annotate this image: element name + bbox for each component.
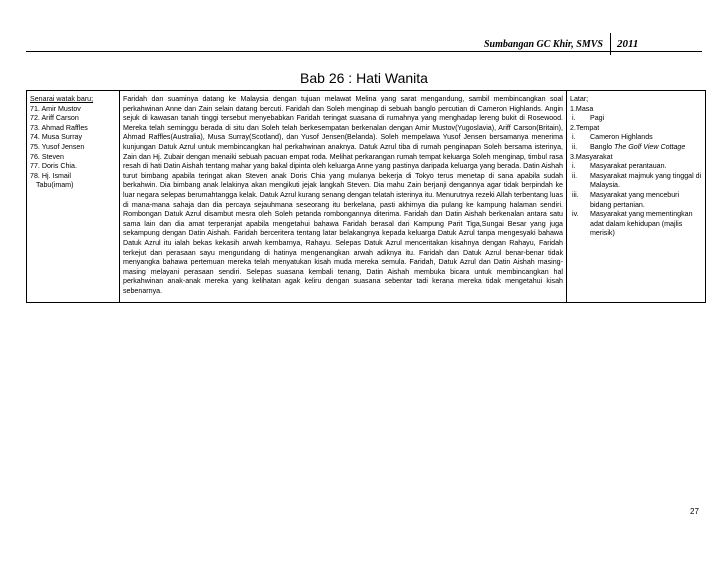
list-item: 78. Hj. Ismail: [30, 171, 71, 180]
item-number: iv.: [572, 210, 579, 219]
list-item: 74. Musa Surray: [30, 133, 83, 142]
item-text: [590, 143, 702, 153]
chapter-title: Bab 26 : Hati Wanita: [300, 70, 428, 86]
list-item: [570, 172, 702, 191]
masa-heading: 1.Masa: [570, 104, 594, 113]
list-item: [570, 191, 702, 210]
list-item: 73. Ahmad Raffles: [30, 123, 88, 132]
characters-cell: [27, 91, 120, 303]
list-item: 76. Steven: [30, 152, 64, 161]
list-item: [570, 114, 702, 124]
setting-heading: Latar;: [570, 95, 589, 103]
header-year: 2011: [616, 38, 639, 50]
item-number: i.: [572, 162, 576, 171]
list-item: 72. Ariff Carson: [30, 114, 79, 123]
list-item: 71. Amir Mustov: [30, 104, 81, 113]
list-item: [570, 133, 702, 143]
item-number: i.: [572, 114, 576, 123]
item-number: i.: [572, 133, 576, 142]
item-text: Cameron Highlands: [590, 133, 653, 142]
item-number: ii.: [572, 171, 578, 180]
item-text: Masyarakat majmuk yang tinggal di Malaysia.: [590, 171, 702, 190]
item-text: Masyarakat yang menceburi bidang pertanian.: [590, 190, 680, 209]
characters-heading: Senarai watak baru;: [30, 95, 94, 103]
chapter-table: [26, 90, 706, 303]
masyarakat-heading: 3.Masyarakat: [570, 152, 613, 161]
list-item: 75. Yusof Jensen: [30, 142, 85, 151]
item-text-italic: The Golf View Cottage: [614, 142, 686, 151]
synopsis-text: Faridah dan suaminya datang ke Malaysia dengan tujuan melawat Melina yang sarat mengandung, sambil membincangkan soal perkahwinan Anne dan Zain selain datang bercuti. Faridah dan Soleh menginap di sebuah banglo percutian di Cameron Highlands. Angin sejuk di kawasan tanah tinggi tersebut menyebabkan Faridah teringat suasana di rumahnya yang menghadap lereng bukit di Rosewood. Mereka telah seminggu berada di situ dan Soleh telah berkesempatan berkenalan dengan Amir Mustov(Yugoslavia), Ariff Carson(Britain), Ahmad Raffles(Australia), Musa Surray(Scotland), dan Yusof Jensen(Belanda). Soleh mempelawa Yusof Jensen bersamanya menerima kunjungan Datuk Azrul untuk membincangkan hal perkahwinan anaknya. Datuk Azrul tiba di rumah penginapan Soleh bersama isterinya, Zain dan Hj. Zubair dengan menaiki sebuah pacuan empat roda. Melihat perkarangan rumah tempat keluarga Soleh menginap, timbul rasa resah di hati Datin Aishah tentang mahar yang bakal dipinta oleh keluarga Anne yang pastinya daripada keluarga yang berada. Datin Aishah turut bimbang apabila teringat akan Steven anak Doris Chia yang mulanya bekerja di Tokyo terus menetap di sana apabila sudah berkahwin. Dia bimbang anak lelakinya akan mengikuti jejak langkah Steven. Dia mahu Zain berjanji dengannya agar tidak berpindah ke luar negara selepas berumahtangga kelak. Datuk Azrul kurang senang dengan telatah isterinya itu. Menurutnya rezeki Allah terbentang luas di mana-mana sahaja dan dia percaya sejauhmana seseorang itu berkelana, pasti akhirnya dia pulang ke kampung halaman sendiri. Rombongan Datuk Azrul disambut mesra oleh Soleh petanda rombongannya diterima. Faridah dan Datin Aishah berkenalan antara satu sama lain dan dia amat terperanjat apabila mengetahui bahawa Faridah berasal dari Kampung Parit Tiga,Sungai Besar yang juga sekampung dengan Datin Aishah. Faridah berceritera tentang latar belakangnya kepada keluarga Datuk Azrul tanpa mengesyaki bahawa Datuk Azrul itu ialah bekas kekasih arwah kembarnya, Rahayu. Selepas Datuk Azrul menceritakan kisahnya dengan Rahayu, Faridah terkejut dan perasaan sayu mengundang di hatinya mengenangkan arwah adiknya itu. Faridah dan Datuk Azrul benar-benar tidak menyangka bahawa pertemuan mereka telah menyatukan kisah muda mereka semula. Faridah, Datuk Azrul dan Datin Aishah masing-masing melayani perasaan sendiri. Selepas suasana kembali tenang, Datin Aishah membuka bicara untuk membincangkan hal perkahwinan anak-anak mereka yang kelihatan agak keliru dengan suasana sebentar tadi kerana mereka tidak mengetahui kisah sebenarnya.: [123, 95, 563, 295]
header-text: Sumbangan GC Khir, SMVS: [484, 38, 603, 50]
header-rule: [26, 51, 702, 52]
item-text: Masyarakat perantauan.: [590, 162, 667, 171]
item-text: Pagi: [590, 114, 605, 123]
tempat-heading: 2.Tempat: [570, 123, 600, 132]
characters-list: [30, 105, 116, 191]
item-text-plain: Banglo: [590, 142, 615, 151]
item-number: iii.: [572, 190, 579, 199]
item-number: ii.: [572, 142, 578, 151]
list-item: Tabu(imam): [36, 181, 74, 190]
synopsis-cell: [120, 91, 567, 303]
table-row: [27, 91, 706, 303]
setting-cell: [567, 91, 706, 303]
item-text: Masyarakat yang mementingkan adat dalam kehidupan (majlis merisik): [590, 210, 693, 238]
list-item: [570, 210, 702, 239]
list-item: 77. Doris Chia.: [30, 162, 77, 171]
list-item: [570, 162, 702, 172]
page-number: 27: [690, 507, 699, 516]
list-item: [570, 143, 702, 153]
